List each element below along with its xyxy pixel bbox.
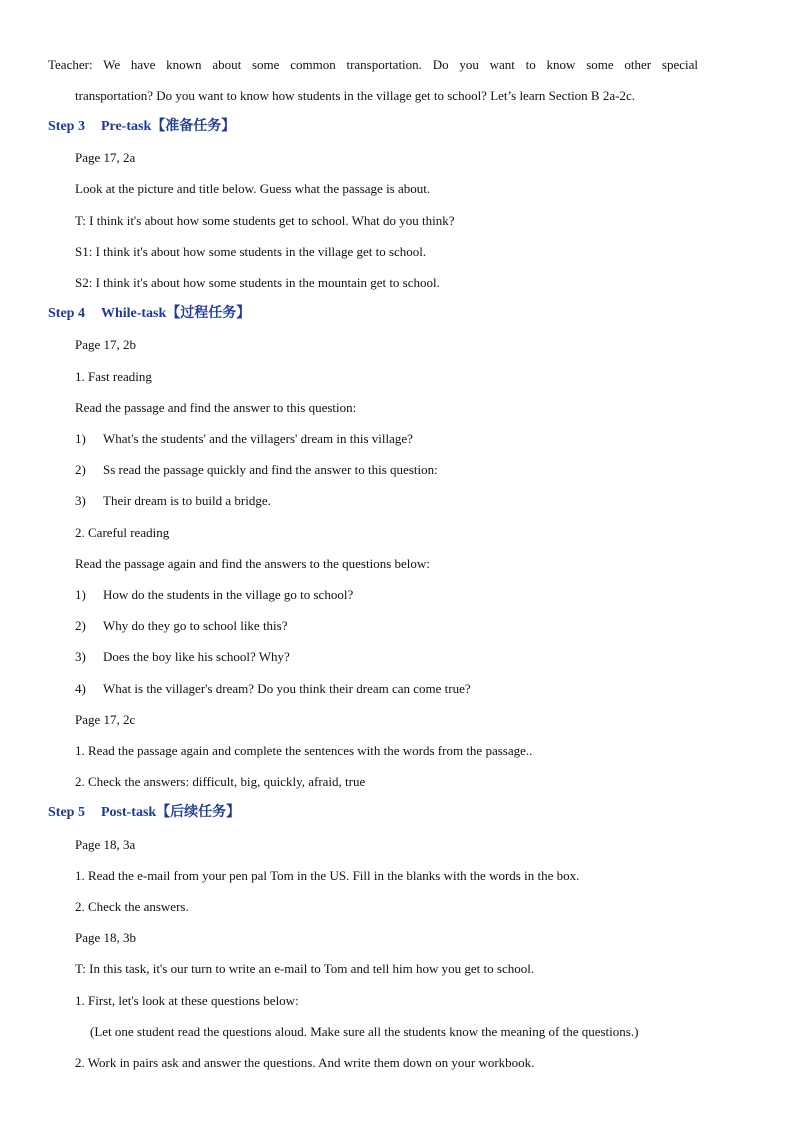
step4-c2: 2. Check the answers: difficult, big, quickly, afraid, true — [75, 774, 366, 789]
list-item — [75, 618, 288, 634]
list-number: 1) — [75, 587, 86, 602]
intro-line-1: Teacher: We have known about some common transportation. Do you want to know some other special — [48, 57, 698, 72]
step3-line: S2: I think it's about how some students in the mountain get to school. — [75, 275, 440, 290]
step4-label: Step 4 — [48, 306, 85, 321]
list-text: How do the students in the village go to school? — [103, 587, 354, 602]
careful-reading-instruction: Read the passage again and find the answers to the questions below: — [75, 556, 430, 571]
step4-c1: 1. Read the passage again and complete the sentences with the words from the passage.. — [75, 743, 533, 758]
list-number: 1) — [75, 431, 86, 446]
step5-line: Page 18, 3a — [75, 837, 136, 852]
step3-line: Look at the picture and title below. Guess what the passage is about. — [75, 181, 431, 196]
step4-page2: Page 17, 2c — [75, 712, 136, 727]
list-number: 3) — [75, 493, 86, 508]
fast-reading-title: 1. Fast reading — [75, 369, 152, 384]
list-text: Does the boy like his school? Why? — [103, 649, 290, 664]
step5-last: 2. Work in pairs ask and answer the questions. And write them down on your workbook. — [75, 1055, 535, 1070]
step5-heading — [48, 805, 240, 821]
step5-line: T: In this task, it's our turn to write an e-mail to Tom and tell him how you get to school. — [75, 961, 535, 976]
list-number: 3) — [75, 649, 86, 664]
step4-page: Page 17, 2b — [75, 337, 137, 352]
list-text: What is the villager's dream? Do you think their dream can come true? — [103, 681, 471, 696]
step3-line: T: I think it's about how some students get to school. What do you think? — [75, 213, 455, 228]
list-number: 4) — [75, 681, 86, 696]
step3-title: Pre-task【准备任务】 — [100, 119, 236, 134]
careful-reading-title: 2. Careful reading — [75, 525, 170, 540]
step3-line: Page 17, 2a — [75, 150, 136, 165]
list-item — [75, 431, 413, 447]
list-item — [75, 681, 471, 697]
list-text: What's the students' and the villagers' dream in this village? — [103, 431, 413, 446]
list-item — [75, 493, 271, 509]
step5-note: (Let one student read the questions aloud. Make sure all the students know the meaning of the questions.) — [90, 1024, 639, 1039]
step5-line: 1. First, let's look at these questions below: — [75, 993, 299, 1008]
step3-heading — [48, 119, 235, 135]
fast-reading-instruction: Read the passage and find the answer to this question: — [75, 400, 357, 415]
step4-title: While-task【过程任务】 — [100, 306, 251, 321]
list-number: 2) — [75, 618, 86, 633]
intro-line-2: transportation? Do you want to know how students in the village get to school? Let’s learn Section B 2a-2c. — [75, 88, 635, 103]
step5-line: 1. Read the e-mail from your pen pal Tom in the US. Fill in the blanks with the words in the box. — [75, 868, 580, 883]
step4-heading — [48, 306, 250, 322]
list-text: Ss read the passage quickly and find the answer to this question: — [103, 462, 438, 477]
list-text: Their dream is to build a bridge. — [103, 493, 271, 508]
step3-line: S1: I think it's about how some students in the village get to school. — [75, 244, 427, 259]
list-item — [75, 649, 290, 665]
step5-label: Step 5 — [48, 805, 85, 820]
list-item — [75, 462, 438, 478]
list-number: 2) — [75, 462, 86, 477]
step5-line: Page 18, 3b — [75, 930, 137, 945]
step5-title: Post-task【后续任务】 — [100, 805, 241, 820]
list-text: Why do they go to school like this? — [103, 618, 288, 633]
list-item — [75, 587, 353, 603]
step5-line: 2. Check the answers. — [75, 899, 189, 914]
step3-label: Step 3 — [48, 119, 85, 134]
